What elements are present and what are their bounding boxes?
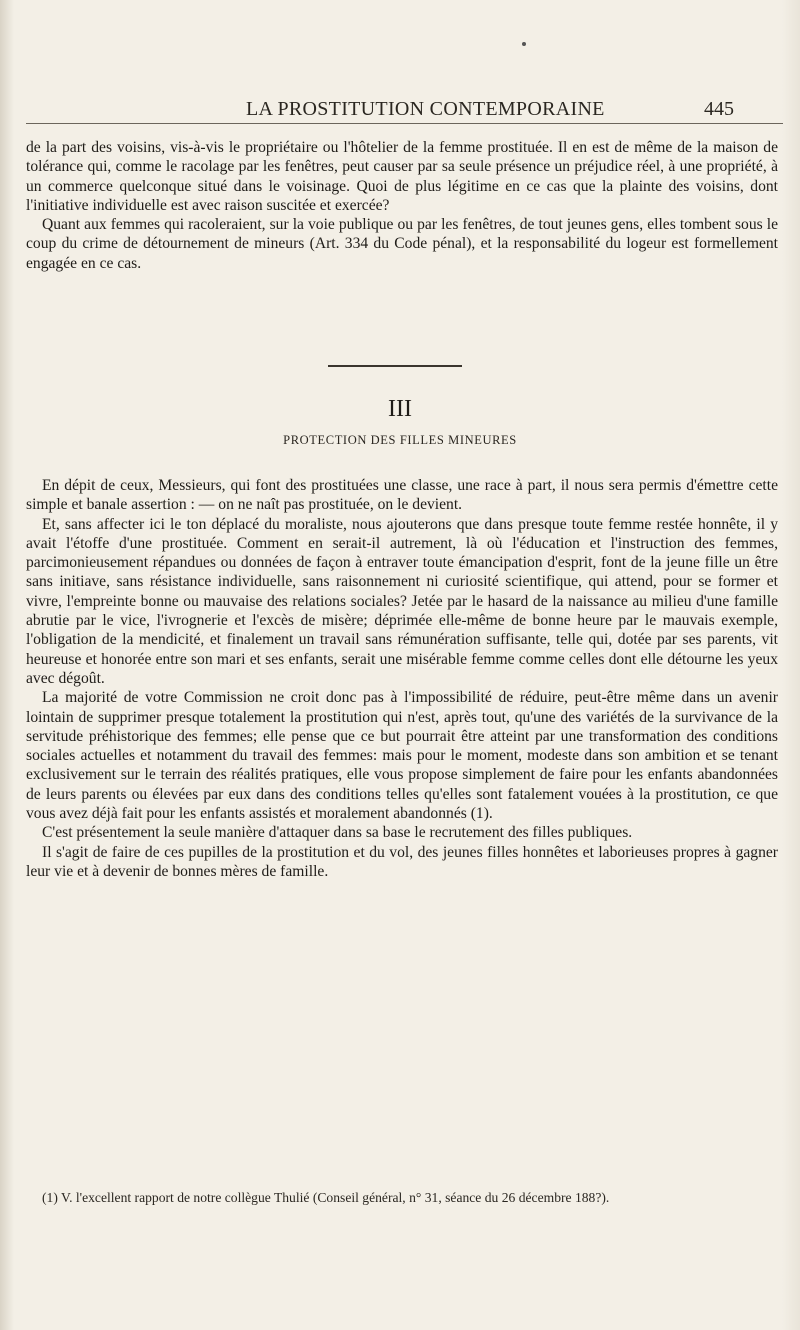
section-number: III [388, 396, 412, 422]
paragraph: Quant aux femmes qui racoleraient, sur la voie publique ou par les fenêtres, de tout jeunes gens, elles tombent sous le coup du crime de détournement de mineurs (Art. 334 du Code pénal), et la responsabilité du logeur est formellement engagée en ce cas. [26, 216, 778, 272]
page-gutter-shadow [0, 0, 14, 1330]
paragraph: Il s'agit de faire de ces pupilles de la prostitution et du vol, des jeunes filles honnêtes et laborieuses propres à gagner leur vie et à devenir de bonnes mères de famille. [26, 843, 778, 880]
print-speck [522, 42, 526, 46]
paragraph: Et, sans affecter ici le ton déplacé du moraliste, nous ajouterons que dans presque toute femme restée honnête, il y avait l'étoffe d'une prostituée. Comment en serait-il autrement, là où l'éducation et l'instruction des femmes, parcimonieusement répandues ou données de façon à entraver toute émancipation d'esprit, font de la jeune fille un être sans initiave, sans résistance individuelle, sans raisonnement ni curiosité scientifique, qui attend, pour se former et vivre, l'empreinte bonne ou mauvaise des relations sociales? Jetée par le hasard de la naissance au milieu d'une famille abrutie par le vice, l'ivrognerie et l'excès de misère; déprimée elle-même de bonne heure par le mauvais exemple, l'obligation de la mendicité, et finalement un travail sans rémunération suffisante, telle qui, dotée par ses parents, vit heureuse et honorée entre son mari et ses enfants, serait une misérable femme comme celles dont elle détourne les yeux avec dégoût. [26, 515, 778, 687]
paragraph: de la part des voisins, vis-à-vis le propriétaire ou l'hôtelier de la femme prostituée. Il en est de même de la maison de tolérance qui, comme le racolage par les fenêtres, peut causer par sa seule présence un préjudice réel, à une propriété, à un commerce quelconque situé dans le voisinage. Quoi de plus légitime en ce cas que la plainte des voisins, dont l'initiative individuelle est avec raison suscitée et exercée? [26, 139, 778, 214]
paragraph: En dépit de ceux, Messieurs, qui font des prostituées une classe, une race à part, il nous sera permis d'émettre cette simple et banale assertion : — on ne naît pas prostituée, on le devient. [26, 477, 778, 514]
section-divider [328, 365, 462, 367]
section-title: PROTECTION DES FILLES MINEURES [283, 433, 517, 447]
top-text-block [26, 138, 778, 273]
footnote [26, 1190, 778, 1207]
footnote-text: (1) V. l'excellent rapport de notre collègue Thulié (Conseil général, n° 31, séance du 26 décembre 188?). [42, 1190, 610, 1205]
header-rule [26, 123, 783, 124]
page-number: 445 [704, 98, 734, 120]
running-title: LA PROSTITUTION CONTEMPORAINE [246, 98, 605, 120]
paragraph: La majorité de votre Commission ne croit donc pas à l'impossibilité de réduire, peut-être même dans un avenir lointain de supprimer presque totalement la prostitution qui n'est, après tout, qu'une des variétés de la survivance de la servitude préhistorique des femmes; elle pense que ce but pourrait être atteint par une transformation des conditions sociales actuelles et notamment du travail des femmes: mais pour le moment, modeste dans son ambition et se tenant exclusivement sur le terrain des réalités pratiques, elle vous propose simplement de faire pour les enfants abandonnées de leurs parents ou élevées par eux dans des conditions telles qu'elles sont fatalement vouées à la prostitution, ce que vous avez déjà fait pour les enfants assistés et moralement abandonnés (1). [26, 689, 778, 823]
main-text-block [26, 476, 778, 881]
page-edge-shadow [782, 0, 800, 1330]
paragraph: C'est présentement la seule manière d'attaquer dans sa base le recrutement des filles publiques. [42, 824, 633, 842]
